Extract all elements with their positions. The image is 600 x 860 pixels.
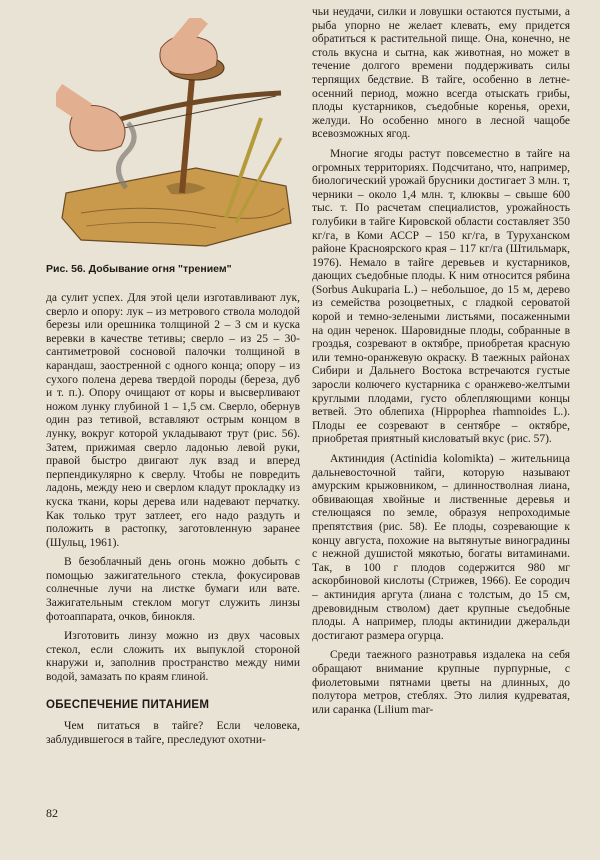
fire-by-friction-illustration xyxy=(56,18,296,258)
right-column xyxy=(312,6,570,723)
figure-caption: Рис. 56. Добывание огня "трением" xyxy=(46,263,232,275)
paragraph: да сулит успех. Для этой цели изготавливают лук, сверло и опору: лук – из метрового ствола молодой березы или орешника толщиной 2 – 3 см и куска веревки в качестве тетивы; сверло – из 25 – 30-сантиметровой сосновой палочки толщиной в карандаш, заостренной с одного конца; опору – из сухого полена дерева твердой породы (береза, дуб и т. п.). Опору очищают от коры и высверливают ножом лунку глубиной 1 – 1,5 см. Сверло, обернув один раз тетивой, вставляют острым концом в лунку, вокруг которой укладывают трут (рис. 56). Затем, прижимая сверло ладонью левой руки, правой быстро двигают лук взад и вперед перпендикулярно к сверлу. Чтобы не повредить ладонь, между нею и сверлом кладут прокладку из куска ткани, коры дерева или надевают перчатку. Как только трут затлеет, его надо раздуть и положить в растопку, заготовленную заранее (Шульц, 1961). xyxy=(46,292,300,549)
paragraph: чьи неудачи, силки и ловушки остаются пустыми, а рыба упорно не желает клевать, ему придется обратиться к растительной пище. Она, конечно, не столь вкусна и сытна, как животная, но может в течение долгого времени поддерживать силы терпящих бедствие. В тайге, особенно в летне-осенний период, можно всегда отыскать грибы, плоды кустарников, съедобные коренья, орехи, желуди. Но особенно много в лесной чащобе всевозможных ягод. xyxy=(312,6,570,141)
left-column xyxy=(46,292,300,753)
paragraph: В безоблачный день огонь можно добыть с помощью зажигательного стекла, фокусировав солнечные лучи на листке бумаги или вате. Зажигательным стеклом могут служить линзы фотоаппарата, очков, бинокля. xyxy=(46,556,300,623)
page-number: 82 xyxy=(46,806,58,820)
paragraph: Среди таежного разнотравья издалека на себя обращают внимание крупные пурпурные, с фиолетовыми пятнами цветы на длинных, до полутора метров, стеблях. Это лилия кудреватая, или саранка (Lilium mar- xyxy=(312,649,570,716)
paragraph: Актинидия (Actinidia kolomikta) – жительница дальневосточной тайги, которую называют амурским крыжовником, – длинностволная лиана, обвивающая хвойные и лиственные деревья и стелющаяся по земле, образуя непроходимые препятствия (рис. 58). Ее плоды, созревающие к концу августа, похожие на вытянутые виноградины с нежной душистой мякотью, богаты витаминами. Так, в 100 г плодов содержится 980 мг аскорбиновой кислоты (Стрижев, 1966). Ее сородич – актинидия аргута (лиана с толстым, до 15 см, древовидным стволом) дает крупные съедобные плоды. А например, плоды актинидии джеральди достигают размера огурца. xyxy=(312,453,570,642)
paragraph: Изготовить линзу можно из двух часовых стекол, если сложить их выпуклой стороной кнаружи и, заполнив пространство между ними водой, замазать по краям глиной. xyxy=(46,630,300,684)
paragraph: Чем питаться в тайге? Если человека, заблудившегося в тайге, преследуют охотни- xyxy=(46,720,300,746)
section-heading: ОБЕСПЕЧЕНИЕ ПИТАНИЕМ xyxy=(46,698,210,711)
paragraph: Многие ягоды растут повсеместно в тайге на огромных территориях. Подсчитано, что, например, биологический урожай брусники достигает 3 млн. т, черники – около 1,4 млн. т, клюквы – свыше 600 тыс. т. По расчетам специалистов, урожайность голубики в тайге Кировской области составляет 350 кг/га, в Коми АССР – 150 кг/га, в Туруханском районе Красноярского края – 117 кг/га (Штильмарк, 1976). Немало в тайге деревьев и кустарников, дающих съедобные плоды. К ним относится рябина (Sorbus Aukuparia L.) – небольшое, до 15 м, дерево из семейства розоцветных, с гладкой сероватой корой и темно-зелеными листьями, посаженными на один черенок. Шаровидные плоды, собранные в гроздья, созревают в октябре, приобретая красную или темно-оранжевую окраску. В таежных районах Сибири и Дальнего Востока встречаются густые заросли колючего кустарника с оранжево-желтыми круглыми плодами, густо облепляющими концы ветвей. Это облепиха (Hippophea rhamnoides L.). Плоды ее созревают в сентябре – октябре, приобретая приятный кисловатый вкус (рис. 57). xyxy=(312,147,570,446)
fire-by-friction-icon xyxy=(56,18,291,246)
